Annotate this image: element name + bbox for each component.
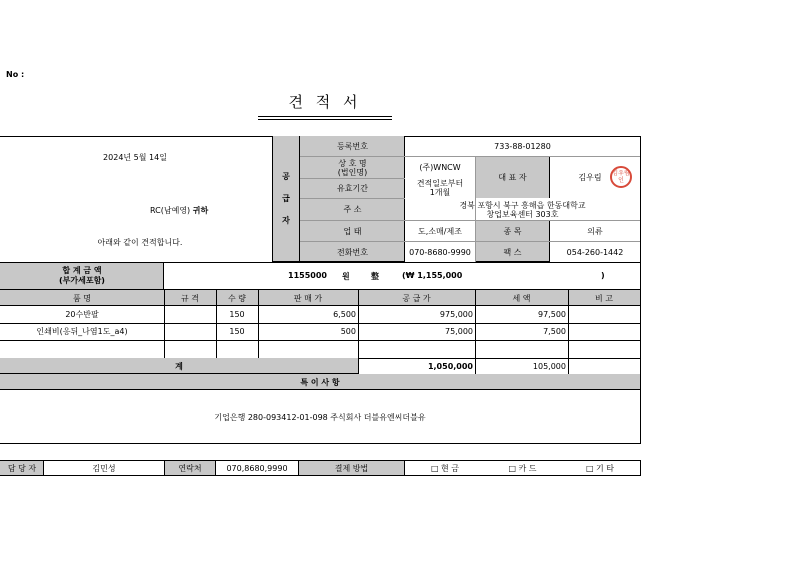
company-label: 상 호 명 (법인명) bbox=[337, 158, 368, 177]
contact-value: 070,8680,9990 bbox=[226, 463, 288, 473]
total-label: 합 계 금 액 (부가세포함) bbox=[59, 266, 105, 285]
payment-label: 결제 방법 bbox=[334, 463, 369, 473]
addr-value: 경북 포항시 북구 흥해읍 한동대학교 창업보육센터 303호 bbox=[459, 200, 586, 219]
special-text: 기업은행 280-093412-01-098 주식회사 더블유엔씨더블유 bbox=[214, 412, 426, 422]
row1-name: 20수반팔 bbox=[65, 310, 99, 319]
sum-tax: 105,000 bbox=[532, 361, 566, 371]
manager-value: 김민성 bbox=[92, 463, 116, 473]
addr-label: 주 소 bbox=[343, 205, 362, 214]
no-label: No : bbox=[6, 70, 25, 79]
rep-value: 김우림 bbox=[578, 173, 602, 182]
recipient-honorific: 귀하 bbox=[192, 206, 209, 215]
biz-value: 도,소매/제조 bbox=[418, 226, 462, 236]
supplier-right-border bbox=[640, 136, 641, 262]
total-close: ) bbox=[601, 271, 605, 280]
quote-note: 아래와 같이 견적합니다. bbox=[97, 237, 183, 247]
total-right-border bbox=[640, 262, 641, 290]
biz-label: 업 태 bbox=[343, 226, 362, 236]
title-underline bbox=[258, 116, 392, 120]
sum-supply: 1,050,000 bbox=[427, 361, 473, 371]
row1-supply: 975,000 bbox=[439, 310, 473, 319]
document-title: 견 적 서 bbox=[288, 92, 362, 111]
company-value: (주)WNCW bbox=[419, 163, 461, 172]
item-value: 의류 bbox=[587, 226, 603, 236]
sum-label: 계 bbox=[175, 361, 183, 371]
col-name-header: 품 명 bbox=[73, 293, 91, 303]
row1-tax: 97,500 bbox=[538, 310, 566, 319]
col-tax-header: 세 액 bbox=[512, 293, 531, 303]
col-spec-header: 규 격 bbox=[181, 293, 199, 303]
rep-label: 대 표 자 bbox=[498, 173, 527, 182]
payment-option-card[interactable]: □ 카 드 bbox=[508, 463, 537, 473]
total-formatted: (₩ 1,155,000 bbox=[402, 271, 463, 280]
recipient-line bbox=[150, 205, 208, 217]
reg-label: 등록번호 bbox=[337, 141, 368, 151]
col-line bbox=[475, 156, 476, 262]
special-label: 특 이 사 항 bbox=[300, 377, 340, 387]
contact-label: 연락처 bbox=[178, 463, 202, 473]
total-amount: 1155000 bbox=[288, 271, 327, 280]
col-line bbox=[568, 290, 569, 374]
row2-tax: 7,500 bbox=[543, 327, 566, 336]
col-supply-header: 공 급 가 bbox=[402, 293, 431, 303]
fax-label: 팩 스 bbox=[503, 247, 522, 257]
row2-qty: 150 bbox=[229, 327, 245, 336]
col-qty-header: 수 량 bbox=[228, 293, 246, 303]
footer-right-border bbox=[640, 460, 641, 476]
col-price-header: 판 매 가 bbox=[293, 293, 323, 303]
total-won: 원 bbox=[342, 272, 350, 281]
col-note-header: 비 고 bbox=[595, 293, 613, 303]
special-right-border bbox=[640, 374, 641, 444]
row1-qty: 150 bbox=[229, 310, 245, 319]
payment-option-other[interactable]: □ 기 타 bbox=[585, 463, 615, 473]
valid-value: 견적일로부터 1개월 bbox=[416, 179, 464, 197]
fax-value: 054-260-1442 bbox=[566, 247, 624, 257]
supplier-char-1: 공 bbox=[282, 171, 290, 181]
tel-value: 070-8680-9990 bbox=[409, 247, 471, 257]
reg-value: 733-88-01280 bbox=[494, 141, 551, 151]
quote-date: 2024년 5월 14일 bbox=[103, 152, 167, 162]
row-line bbox=[0, 340, 640, 341]
company-seal: 김우림 인 bbox=[610, 166, 632, 188]
valid-label: 유효기간 bbox=[337, 184, 368, 193]
recipient-name: RC(남예영) bbox=[150, 206, 191, 215]
total-jeong: 整 bbox=[371, 272, 379, 281]
col-line bbox=[164, 290, 165, 358]
row1-price: 6,500 bbox=[333, 310, 356, 319]
row2-name: 인쇄비(응뒤_나염1도_a4) bbox=[36, 327, 128, 336]
item-label: 종 목 bbox=[503, 226, 522, 236]
manager-label: 담 당 자 bbox=[7, 463, 37, 473]
tel-label: 전화번호 bbox=[337, 247, 368, 257]
row2-price: 500 bbox=[340, 327, 356, 336]
row2-supply: 75,000 bbox=[445, 327, 473, 336]
supplier-char-3: 자 bbox=[282, 215, 290, 225]
payment-option-cash[interactable]: □ 현 금 bbox=[430, 463, 460, 473]
supplier-char-2: 급 bbox=[282, 193, 290, 203]
